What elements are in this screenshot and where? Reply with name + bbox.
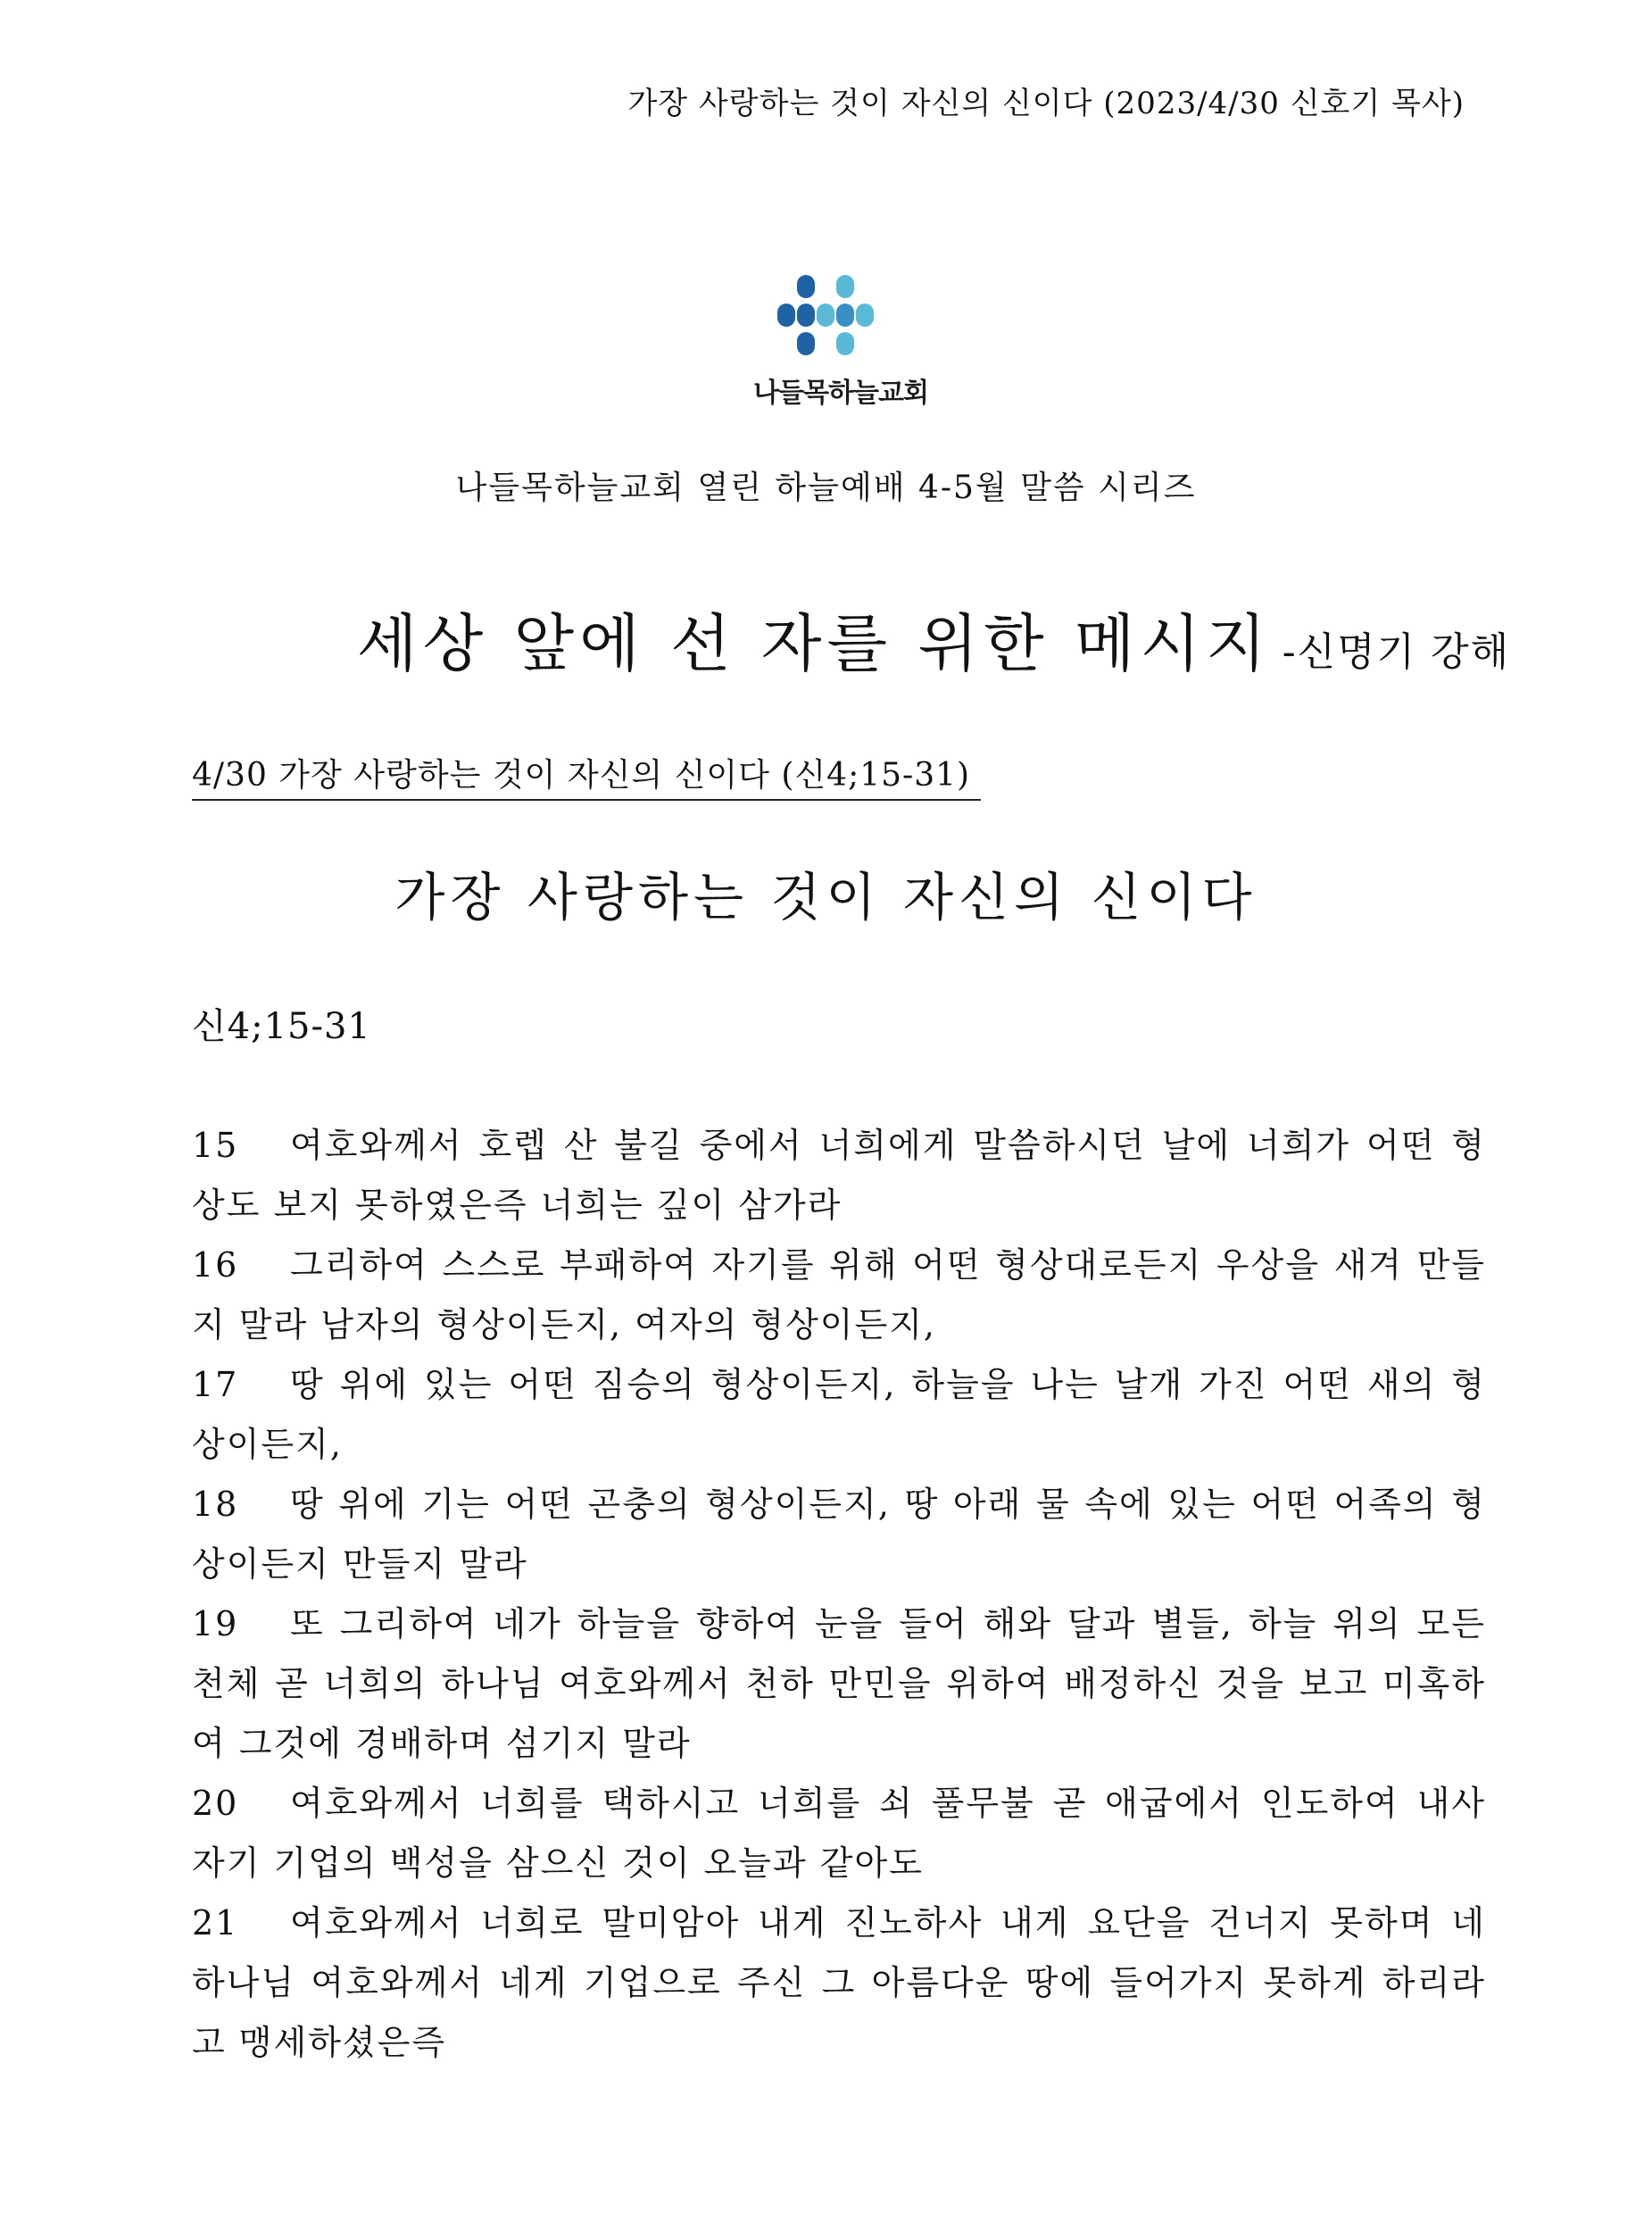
verse-text: 그리하여 스스로 부패하여 자기를 위해 어떤 형상대로든지 우상을 새겨 만들지 말라 남자의 형상이든지, 여자의 형상이든지, xyxy=(192,1245,1486,1344)
verse-number: 17 xyxy=(192,1365,239,1404)
verse-number: 16 xyxy=(192,1245,239,1285)
verse-text: 여호와께서 호렙 산 불길 중에서 너희에게 말씀하시던 날에 너희가 어떤 형상도 보지 못하였은즉 너희는 깊이 삼가라 xyxy=(192,1126,1486,1225)
main-title-subtitle: -신명기 강해 xyxy=(1282,629,1511,675)
verse-item xyxy=(192,1475,1486,1594)
series-line: 나들목하늘교회 열린 하늘예배 4-5월 말씀 시리즈 xyxy=(455,470,1197,506)
verse-text: 여호와께서 너희로 말미암아 내게 진노하사 내게 요단을 건너지 못하며 네 하나님 여호와께서 네게 기업으로 주신 그 아름다운 땅에 들어가지 못하게 하리라고 맹세하셨은즉 xyxy=(192,1903,1486,2062)
verse-list xyxy=(192,1116,1486,2073)
verse-number: 18 xyxy=(192,1485,239,1524)
main-title-text: 세상 앞에 선 자를 위한 메시지 xyxy=(357,607,1272,680)
verse-number: 15 xyxy=(192,1126,239,1165)
logo-dot xyxy=(777,304,795,327)
verse-number: 21 xyxy=(192,1903,239,1943)
verse-text: 땅 위에 있는 어떤 짐승의 형상이든지, 하늘을 나는 날개 가진 어떤 새의 형상이든지, xyxy=(192,1365,1486,1464)
passage-reference: 신4;15-31 xyxy=(192,1006,371,1047)
verse-text: 여호와께서 너희를 택하시고 너희를 쇠 풀무불 곧 애굽에서 인도하여 내사 자기 기업의 백성을 삼으신 것이 오늘과 같아도 xyxy=(192,1784,1486,1883)
verse-text: 또 그리하여 네가 하늘을 향하여 눈을 들어 해와 달과 별들, 하늘 위의 모든 천체 곧 너희의 하나님 여호와께서 천하 만민을 위하여 배정하신 것을 보고 미혹하여 그것에 경배하며 섬기지 말라 xyxy=(192,1604,1486,1763)
logo-dot xyxy=(817,304,834,327)
logo-dot xyxy=(836,332,854,355)
logo-dot xyxy=(797,332,815,355)
main-title xyxy=(357,594,1510,684)
running-header: 가장 사랑하는 것이 자신의 신이다 (2023/4/30 신호기 목사) xyxy=(627,86,1465,121)
logo-dot xyxy=(856,304,874,327)
sermon-title: 가장 사랑하는 것이 자신의 신이다 xyxy=(394,867,1258,928)
logo-dot xyxy=(797,304,815,327)
verse-item xyxy=(192,1116,1486,1235)
verse-item xyxy=(192,1355,1486,1475)
verse-item xyxy=(192,1594,1486,1774)
verse-item xyxy=(192,1893,1486,2073)
logo-dot xyxy=(797,275,815,298)
verse-text: 땅 위에 기는 어떤 곤충의 형상이든지, 땅 아래 물 속에 있는 어떤 어족의 형상이든지 만들지 말라 xyxy=(192,1485,1486,1584)
verse-item xyxy=(192,1774,1486,1893)
logo-wordmark: 나들목하늘교회 xyxy=(753,378,928,409)
verse-item xyxy=(192,1235,1486,1355)
verse-number: 20 xyxy=(192,1784,239,1823)
verse-number: 19 xyxy=(192,1604,239,1643)
logo-dot xyxy=(836,275,854,298)
sermon-reference-line: 4/30 가장 사랑하는 것이 자신의 신이다 (신4;15-31) xyxy=(192,750,981,801)
logo-dot xyxy=(836,304,854,327)
